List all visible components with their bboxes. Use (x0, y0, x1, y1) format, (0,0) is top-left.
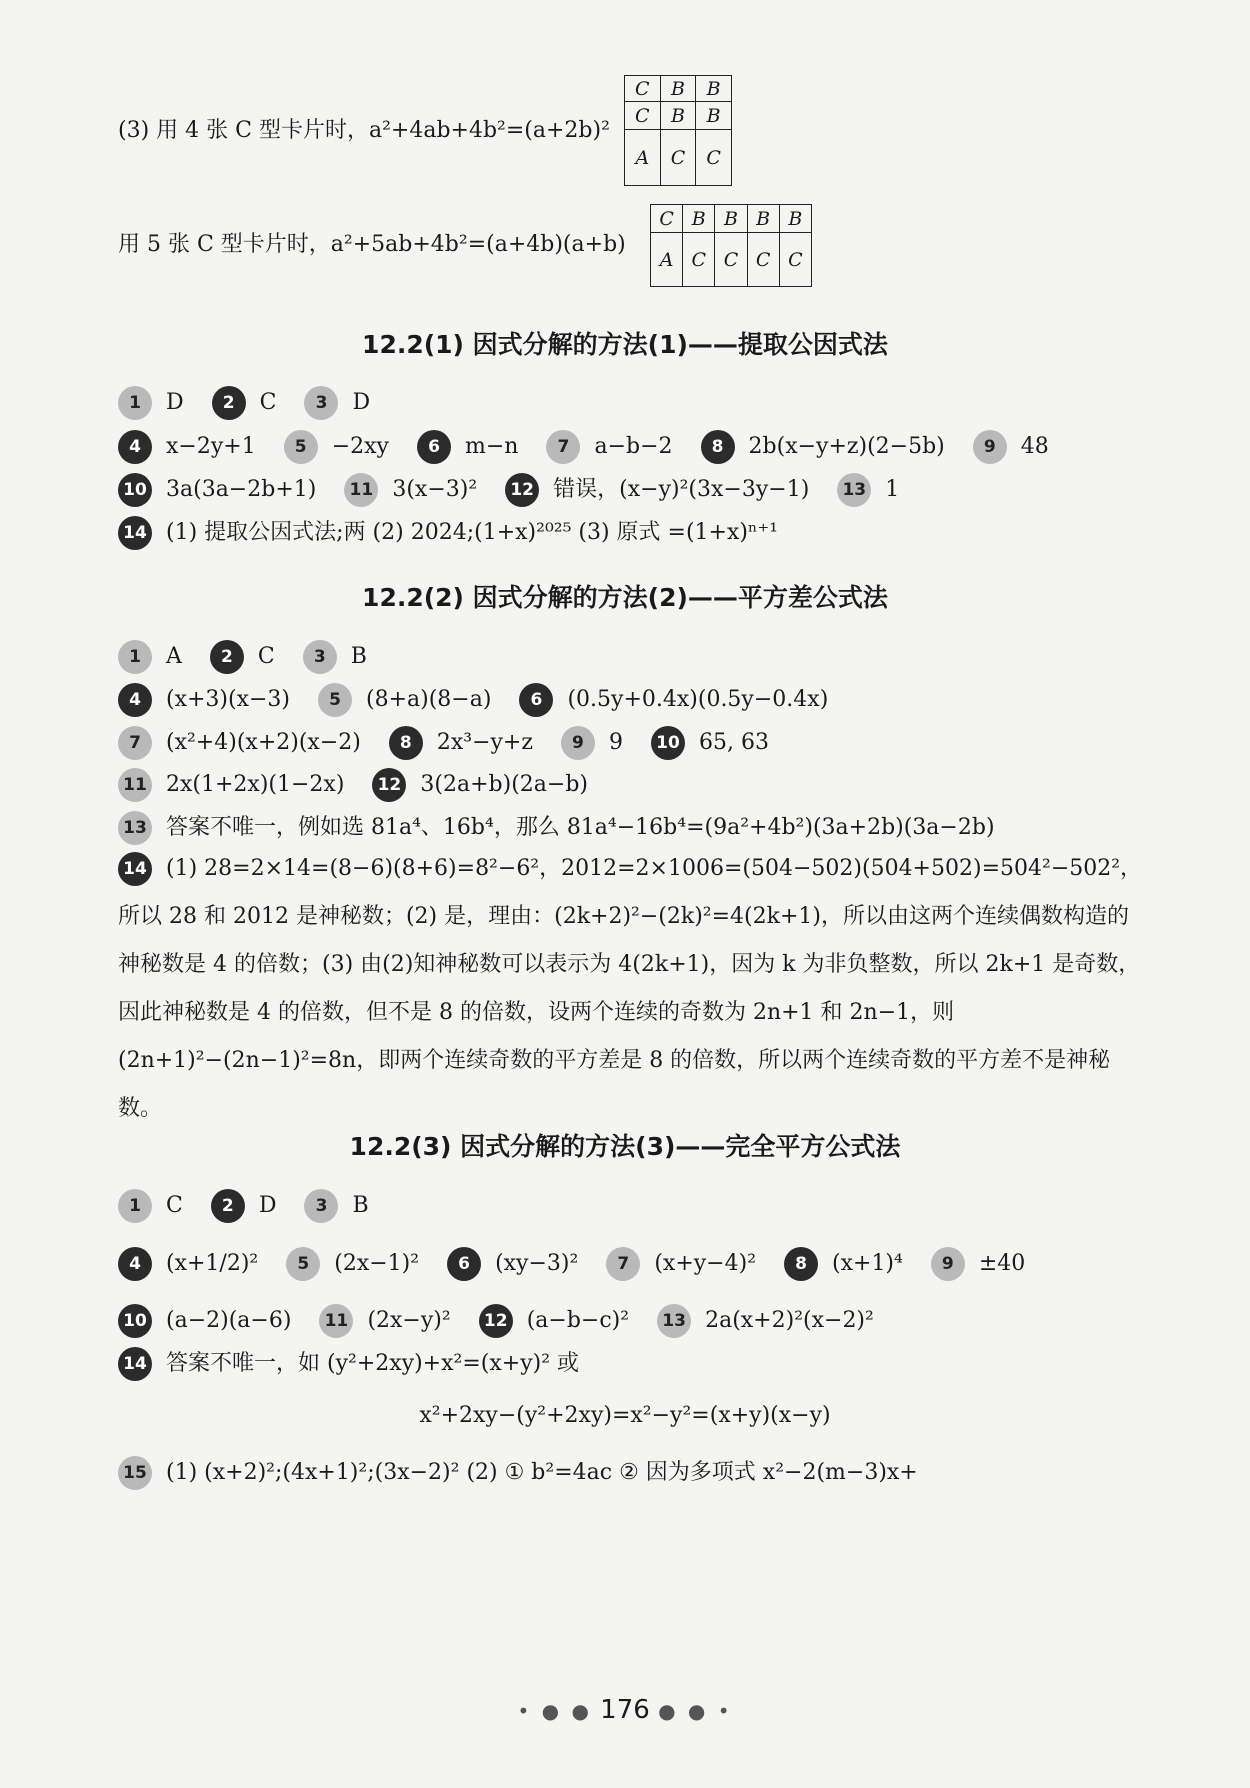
answer-item (447, 1247, 578, 1281)
answer-text: C (166, 1193, 183, 1218)
question-number-badge: 14 (118, 1347, 152, 1381)
answer-text: (1) 提取公因式法;两 (2) 2024;(1+x)²⁰²⁵ (3) 原式 =(1+x)ⁿ⁺¹ (166, 520, 778, 545)
answer-item (519, 683, 828, 717)
answer-item (973, 430, 1049, 464)
answer-item (546, 430, 672, 464)
grid-cell: C (779, 233, 811, 287)
grid-cell: C (683, 233, 715, 287)
question-number-badge: 7 (606, 1247, 640, 1281)
question-number-badge: 13 (118, 811, 152, 845)
section-title-1: 12.2(1) 因式分解的方法(1)——提取公因式法 (362, 330, 888, 359)
answer-text: 2a(x+2)²(x−2)² (705, 1308, 874, 1333)
section-title-3: 12.2(3) 因式分解的方法(3)——完全平方公式法 (349, 1132, 901, 1161)
answer-text: D (166, 390, 184, 415)
grid-cell: C (747, 233, 779, 287)
section-title-2: 12.2(2) 因式分解的方法(2)——平方差公式法 (362, 583, 888, 612)
s1-row (118, 473, 927, 507)
answer-item (606, 1247, 756, 1281)
answer-item (118, 1456, 918, 1490)
s3-row (118, 1456, 946, 1490)
answer-item (505, 473, 809, 507)
page-number-text: 176 (600, 1695, 650, 1725)
question-number-badge: 10 (651, 726, 685, 760)
grid-cell: C (696, 130, 732, 186)
answer-item (118, 768, 344, 802)
question-number-badge: 8 (389, 726, 423, 760)
s2-row (118, 811, 1023, 845)
answer-text: 3(2a+b)(2a−b) (420, 772, 588, 797)
answer-text: 2x(1+2x)(1−2x) (166, 772, 345, 797)
answer-text: (0.5y+0.4x)(0.5y−0.4x) (567, 687, 829, 712)
question-number-badge: 12 (479, 1304, 513, 1338)
grid-cell: C (660, 130, 696, 186)
s2-row (118, 768, 616, 802)
answer-text: ±40 (978, 1251, 1026, 1276)
answer-item (284, 430, 389, 464)
question-number-badge: 13 (837, 473, 871, 507)
question-number-badge: 13 (657, 1304, 691, 1338)
answer-text: B (352, 1193, 369, 1218)
question-number-badge: 4 (118, 430, 152, 464)
answer-item (417, 430, 518, 464)
s2-row (118, 683, 856, 717)
answer-item (561, 726, 623, 760)
answer-text: 2x³−y+z (436, 730, 533, 755)
s3-row (118, 1189, 397, 1223)
card-grid-1 (624, 75, 732, 186)
question-number-badge: 8 (784, 1247, 818, 1281)
grid-cell: A (651, 233, 683, 287)
question-number-badge: 9 (931, 1247, 965, 1281)
answer-text: m−n (464, 434, 519, 459)
answer-item (479, 1304, 629, 1338)
answer-item (344, 473, 477, 507)
question-number-badge: 6 (519, 683, 553, 717)
answer-text: (x+y−4)² (654, 1251, 757, 1276)
question-number-badge: 5 (284, 430, 318, 464)
answer-text: C (259, 390, 277, 415)
answer-text: 48 (1020, 434, 1049, 459)
answer-item (118, 386, 184, 420)
question-number-badge: 1 (118, 386, 152, 420)
answer-item (118, 1247, 258, 1281)
answer-item (651, 726, 769, 760)
question-number-badge: 6 (417, 430, 451, 464)
question-number-badge: 12 (372, 768, 406, 802)
answer-item (318, 683, 491, 717)
answer-text: −2xy (331, 434, 389, 459)
answer-text: 9 (608, 730, 623, 755)
grid-cell: A (625, 130, 661, 186)
grid-cell: C (651, 205, 683, 233)
answer-text: D (352, 390, 371, 415)
answer-text: (8+a)(8−a) (366, 687, 492, 712)
question-number-badge: 2 (210, 640, 244, 674)
answer-text: (2x−1)² (334, 1251, 420, 1276)
intro-line-1: (3) 用 4 张 C 型卡片时，a²+4ab+4b²=(a+2b)² (118, 118, 610, 143)
page-number (0, 1695, 1250, 1725)
grid-cell: C (715, 233, 747, 287)
answer-text: (a−2)(a−6) (166, 1308, 292, 1333)
q14-answer-text: (1) 28=2×14=(8−6)(8+6)=8²−6²，2012=2×1006=(504−502)(504+502)=504²−502²，所以 28 和 2012 是神秘数；(2) 是，理由：(2k+2)²−(2k)²=4(2k+1)，所以由这两个连续偶数构造的神秘数是 4 的倍数；(3) 由(2)知神秘数可以表示为 4(2k+1)，因为 k 为非负整数，所以 2k+1 是奇数，因此神秘数是 4 的倍数，但不是 8 的倍数，设两个连续的奇数为 2n+1 和 2n−1，则(2n+1)²−(2n−1)²=8n，即两个连续奇数的平方差是 8 的倍数，所以两个连续奇数的平方差不是神秘数。 (118, 856, 1143, 1121)
answer-text: 答案不唯一，例如选 81a⁴、16b⁴，那么 81a⁴−16b⁴=(9a²+4b²)(3a+2b)(3a−2b) (166, 815, 995, 840)
answer-item (118, 726, 361, 760)
question-number-badge: 4 (118, 683, 152, 717)
question-number-badge: 3 (304, 386, 338, 420)
answer-item (118, 473, 316, 507)
answer-item (118, 430, 256, 464)
answer-item (837, 473, 899, 507)
intro-line-2: 用 5 张 C 型卡片时，a²+5ab+4b²=(a+4b)(a+b) (118, 232, 626, 257)
grid-cell: C (625, 76, 661, 102)
answer-item (701, 430, 945, 464)
answer-item (304, 1189, 368, 1223)
answer-text: 错误，(x−y)²(3x−3y−1) (553, 477, 810, 502)
answer-item (319, 1304, 450, 1338)
question-number-badge: 5 (318, 683, 352, 717)
grid-cell: C (625, 102, 661, 130)
answer-item (118, 683, 290, 717)
question-number-badge: 4 (118, 1247, 152, 1281)
answer-text: (x+3)(x−3) (166, 687, 291, 712)
question-number-badge: 3 (303, 640, 337, 674)
grid-cell: B (660, 76, 696, 102)
card-grid-2 (650, 204, 812, 287)
question-number-badge: 7 (118, 726, 152, 760)
answer-text: 2b(x−y+z)(2−5b) (748, 434, 945, 459)
s3-row (118, 1247, 1053, 1281)
question-number-badge: 2 (211, 1189, 245, 1223)
answer-item (303, 640, 367, 674)
question-number-badge: 15 (118, 1456, 152, 1490)
grid-cell: B (715, 205, 747, 233)
answer-text: (xy−3)² (495, 1251, 579, 1276)
answer-text: x−2y+1 (166, 434, 256, 459)
answer-text: (1) (x+2)²;(4x+1)²;(3x−2)² (2) ① b²=4ac ② 因为多项式 x²−2(m−3)x+ (166, 1460, 918, 1485)
answer-text: 3a(3a−2b+1) (166, 477, 317, 502)
answer-item (118, 1304, 291, 1338)
answer-text: A (166, 644, 182, 669)
question-number-badge: 9 (561, 726, 595, 760)
question-number-badge: 10 (118, 473, 152, 507)
answer-text: 1 (885, 477, 900, 502)
answer-text: B (350, 644, 367, 669)
answer-item (211, 1189, 277, 1223)
decor-dots-left: • ● ● (517, 1699, 592, 1723)
answer-item (118, 811, 995, 845)
s1-row (118, 516, 806, 550)
answer-item (212, 386, 277, 420)
question-number-badge: 1 (118, 640, 152, 674)
s3-row (118, 1304, 902, 1338)
question-number-badge: 9 (973, 430, 1007, 464)
answer-item (118, 640, 182, 674)
answer-item (372, 768, 588, 802)
answer-item (784, 1247, 903, 1281)
answer-item (286, 1247, 419, 1281)
question-number-badge: 6 (447, 1247, 481, 1281)
question-number-badge: 14 (118, 852, 152, 886)
grid-cell: B (696, 76, 732, 102)
question-number-badge: 1 (118, 1189, 152, 1223)
s2-row (118, 726, 797, 760)
answer-text: 答案不唯一，如 (y²+2xy)+x²=(x+y)² 或 (166, 1351, 580, 1376)
question-number-badge: 8 (701, 430, 735, 464)
answer-text: (x+1/2)² (166, 1251, 259, 1276)
answer-item (931, 1247, 1025, 1281)
answer-text: 3(x−3)² (392, 477, 478, 502)
question-number-badge: 7 (546, 430, 580, 464)
answer-item (304, 386, 370, 420)
answer-item (118, 1347, 579, 1381)
answer-text: a−b−2 (594, 434, 673, 459)
answer-text: (x²+4)(x+2)(x−2) (166, 730, 361, 755)
decor-dots-right: ● ● • (658, 1699, 733, 1723)
answer-text: C (257, 644, 275, 669)
grid-cell: B (683, 205, 715, 233)
question-number-badge: 3 (304, 1189, 338, 1223)
answer-text: (2x−y)² (367, 1308, 451, 1333)
answer-text: D (258, 1193, 277, 1218)
answer-item (118, 1189, 183, 1223)
grid-cell: B (696, 102, 732, 130)
s3-row (118, 1347, 607, 1381)
question-number-badge: 5 (286, 1247, 320, 1281)
grid-cell: B (747, 205, 779, 233)
question-number-badge: 2 (212, 386, 246, 420)
s2-row (118, 640, 395, 674)
s1-row (118, 430, 1077, 464)
grid-cell: B (660, 102, 696, 130)
answer-text: 65, 63 (698, 730, 769, 755)
question-number-badge: 11 (344, 473, 378, 507)
grid-cell: B (779, 205, 811, 233)
s2-q14 (118, 845, 1148, 1133)
question-number-badge: 11 (319, 1304, 353, 1338)
answer-item (657, 1304, 874, 1338)
s3-q14-line-2: x²+2xy−(y²+2xy)=x²−y²=(x+y)(x−y) (419, 1403, 831, 1428)
question-number-badge: 12 (505, 473, 539, 507)
answer-text: (x+1)⁴ (832, 1251, 903, 1276)
question-number-badge: 11 (118, 768, 152, 802)
question-number-badge: 10 (118, 1304, 152, 1338)
answer-text: (a−b−c)² (526, 1308, 630, 1333)
answer-item (118, 516, 778, 550)
s1-row (118, 386, 398, 420)
answer-item (210, 640, 275, 674)
question-number-badge: 14 (118, 516, 152, 550)
answer-item (389, 726, 533, 760)
